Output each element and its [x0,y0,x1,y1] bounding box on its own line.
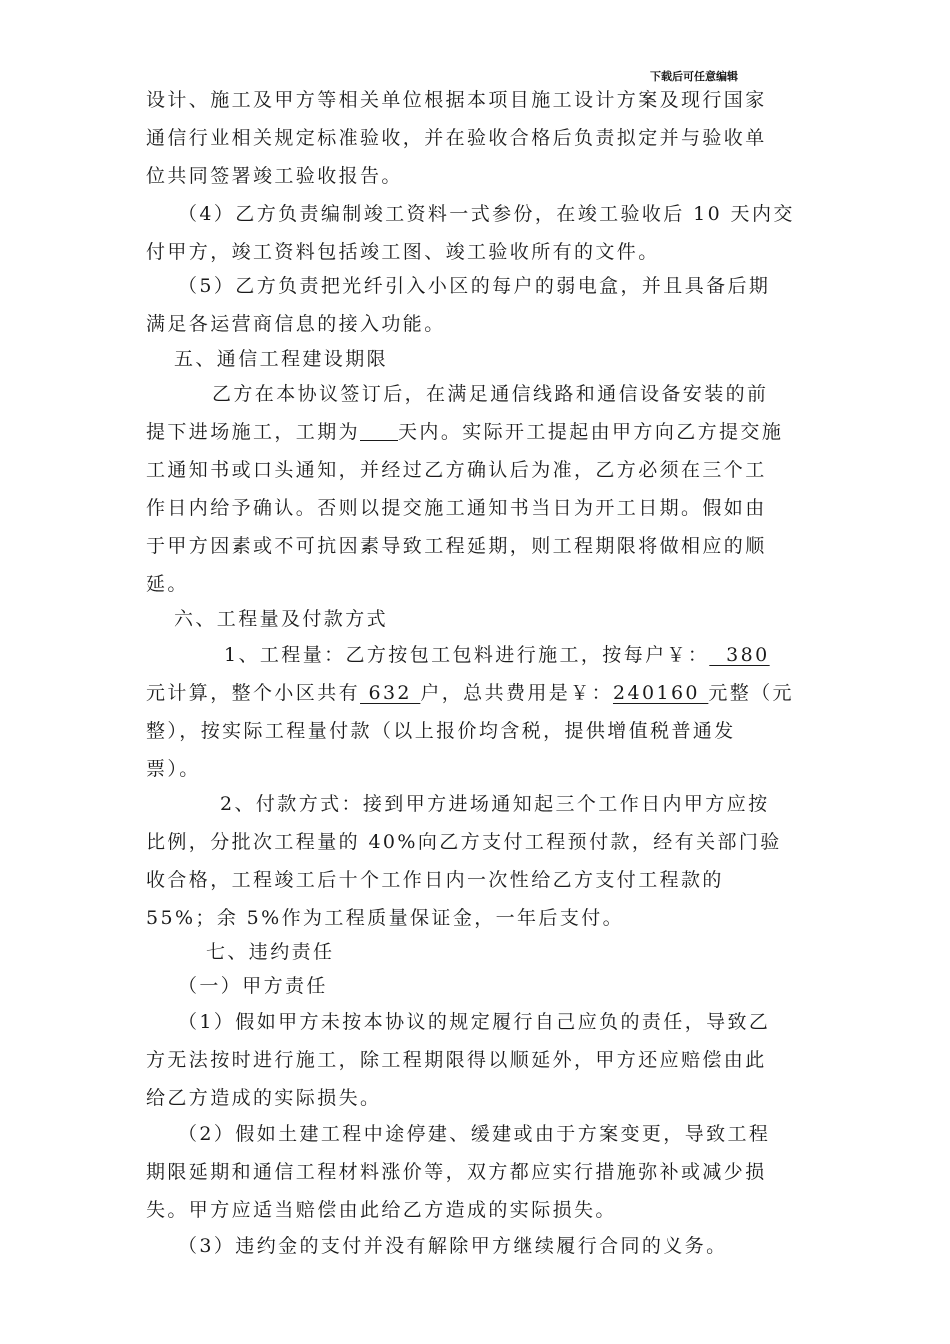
payment-line: 收合格，工程竣工后十个工作日内一次性给乙方支付工程款的 [146,869,724,891]
section-5-text: 天内。实际开工提起由甲方向乙方提交施 [398,421,784,443]
section-5-line: 作日内给予确认。否则以提交施工通知书当日为开工日期。假如由 [146,497,767,519]
section-5-line [146,413,806,451]
clause-4-line: 付甲方，竣工资料包括竣工图、竣工验收所有的文件。 [146,241,660,263]
liability-1-line: 方无法按时进行施工，除工程期限得以顺延外，甲方还应赔偿由此 [146,1049,767,1071]
quantity-text: 元计算，整个小区共有 [146,682,361,704]
subsection-heading: （一）甲方责任 [178,975,328,997]
price-per-household: 380 [709,644,770,666]
quantity-line: 整），按实际工程量付款（以上报价均含税，提供增值税普通发 [146,720,736,742]
liability-1-line: （1）假如甲方未按本协议的规定履行自己应负的责任，导致乙 [178,1011,771,1033]
household-count: 632 [360,682,421,704]
clause-5-line: （5）乙方负责把光纤引入小区的每户的弱电盒，并且具备后期 [178,275,771,297]
quantity-line [224,636,810,674]
quantity-text: 户，总共费用是￥： [420,682,613,704]
section-7-heading: 七、违约责任 [206,941,335,963]
section-5-line: 延。 [146,573,189,595]
paragraph-line: 位共同签署竣工验收报告。 [146,165,403,187]
watermark-text: 下载后可任意编辑 [650,70,738,83]
total-fee: 240160 [612,682,709,704]
quantity-text: 元整（元 [708,682,794,704]
liability-2-line: 失。甲方应适当赔偿由此给乙方造成的实际损失。 [146,1199,617,1221]
section-5-line: 工通知书或口头通知，并经过乙方确认后为准，乙方必须在三个工 [146,459,767,481]
section-5-heading: 五、通信工程建设期限 [174,348,389,370]
section-6-heading: 六、工程量及付款方式 [174,608,389,630]
section-5-line: 于甲方因素或不可抗因素导致工程延期，则工程期限将做相应的顺 [146,535,767,557]
duration-blank [360,420,398,441]
liability-1-line: 给乙方造成的实际损失。 [146,1087,382,1109]
quantity-line: 票）。 [146,758,201,780]
liability-2-line: （2）假如土建工程中途停建、缓建或由于方案变更，导致工程 [178,1123,771,1145]
payment-line: 比例，分批次工程量的 40%向乙方支付工程预付款，经有关部门验 [146,831,782,853]
clause-5-line: 满足各运营商信息的接入功能。 [146,313,446,335]
payment-line: 2、付款方式：接到甲方进场通知起三个工作日内甲方应按 [220,793,770,815]
liability-3-line: （3）违约金的支付并没有解除甲方继续履行合同的义务。 [178,1235,728,1257]
paragraph-line: 通信行业相关规定标准验收，并在验收合格后负责拟定并与验收单 [146,127,767,149]
paragraph-line: 设计、施工及甲方等相关单位根据本项目施工设计方案及现行国家 [146,89,767,111]
clause-4-line: （4）乙方负责编制竣工资料一式参份，在竣工验收后 10 天内交 [178,203,795,225]
quantity-line [146,674,806,712]
quantity-text: 1、工程量：乙方按包工包料进行施工，按每户￥： [224,644,710,666]
payment-line: 55%；余 5%作为工程质量保证金，一年后支付。 [146,907,625,929]
section-5-text: 提下进场施工，工期为 [146,421,361,443]
liability-2-line: 期限延期和通信工程材料涨价等，双方都应实行措施弥补或减少损 [146,1161,767,1183]
section-5-line: 乙方在本协议签订后，在满足通信线路和通信设备安装的前 [212,383,769,405]
